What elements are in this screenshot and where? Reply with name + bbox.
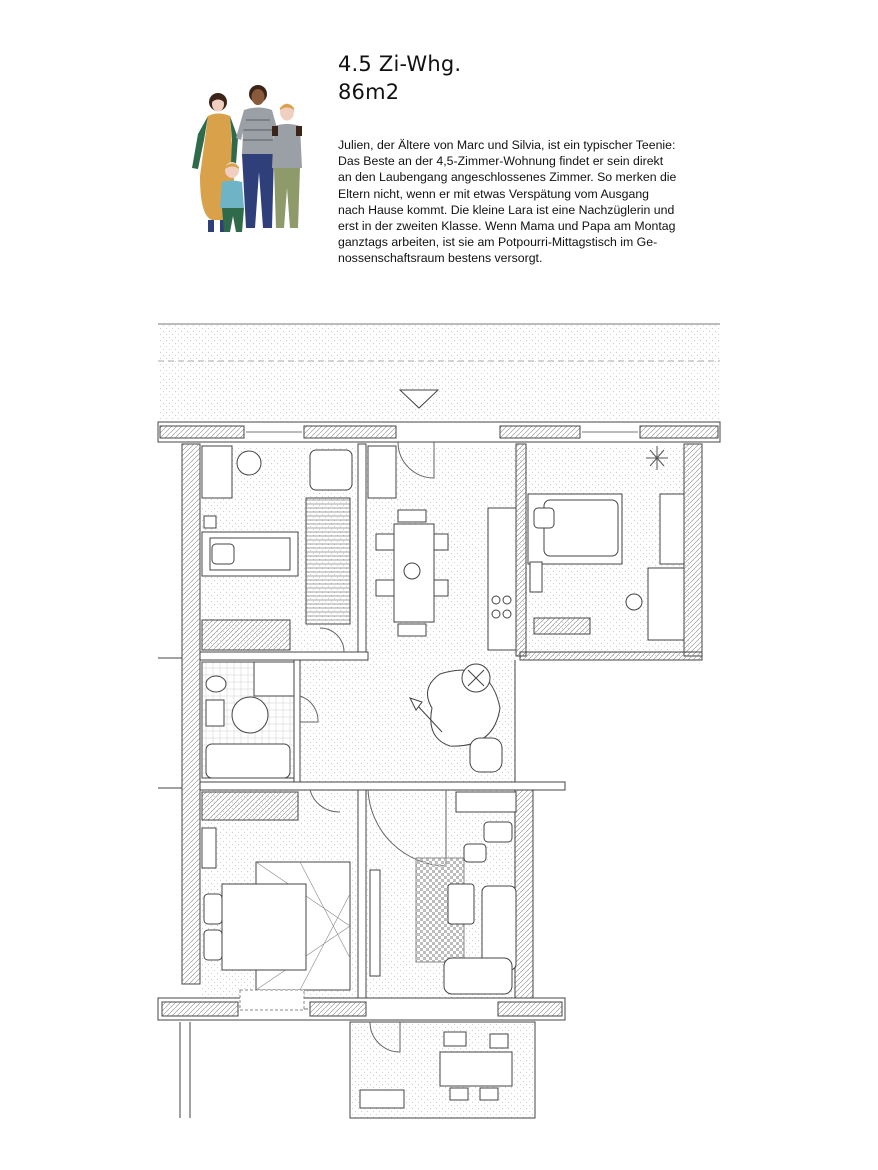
outer-wall-left (158, 444, 200, 984)
apartment-area: 86m2 (338, 80, 400, 104)
access-gallery (158, 324, 720, 420)
apartment-type: 4.5 Zi-Whg. (338, 52, 462, 76)
description-line: erst in der zweiten Klasse. Wenn Mama und Papa am Montag (338, 219, 676, 234)
description-line: Julien, der Ältere von Marc und Silvia, ist ein typischer Teenie: (338, 138, 676, 152)
facade-wall-bottom (158, 998, 565, 1020)
description-line: Eltern nicht, wenn er mit etwas Verspätung vom Ausgang (338, 186, 650, 201)
description-line: Das Beste an der 4,5-Zimmer-Wohnung findet er sein direkt (338, 154, 664, 169)
outer-wall-right (684, 444, 702, 656)
facade-wall-top (158, 422, 720, 442)
balcony (180, 1022, 535, 1118)
teen-figure (272, 104, 302, 229)
family-illustration (186, 80, 308, 240)
description-line: nossenschaftsraum bestens versorgt. (338, 251, 543, 266)
apartment-description (338, 137, 698, 267)
description-line: ganztags arbeiten, ist sie am Potpourri-Mittagstisch im Ge- (338, 235, 658, 250)
apartment-title (338, 50, 461, 106)
description-line: nach Hause kommt. Die kleine Lara ist eine Nachzüglerin und (338, 202, 675, 217)
description-line: an den Laubengang angeschlossenes Zimmer. So merken die (338, 170, 677, 185)
floor-plan (150, 318, 730, 1128)
